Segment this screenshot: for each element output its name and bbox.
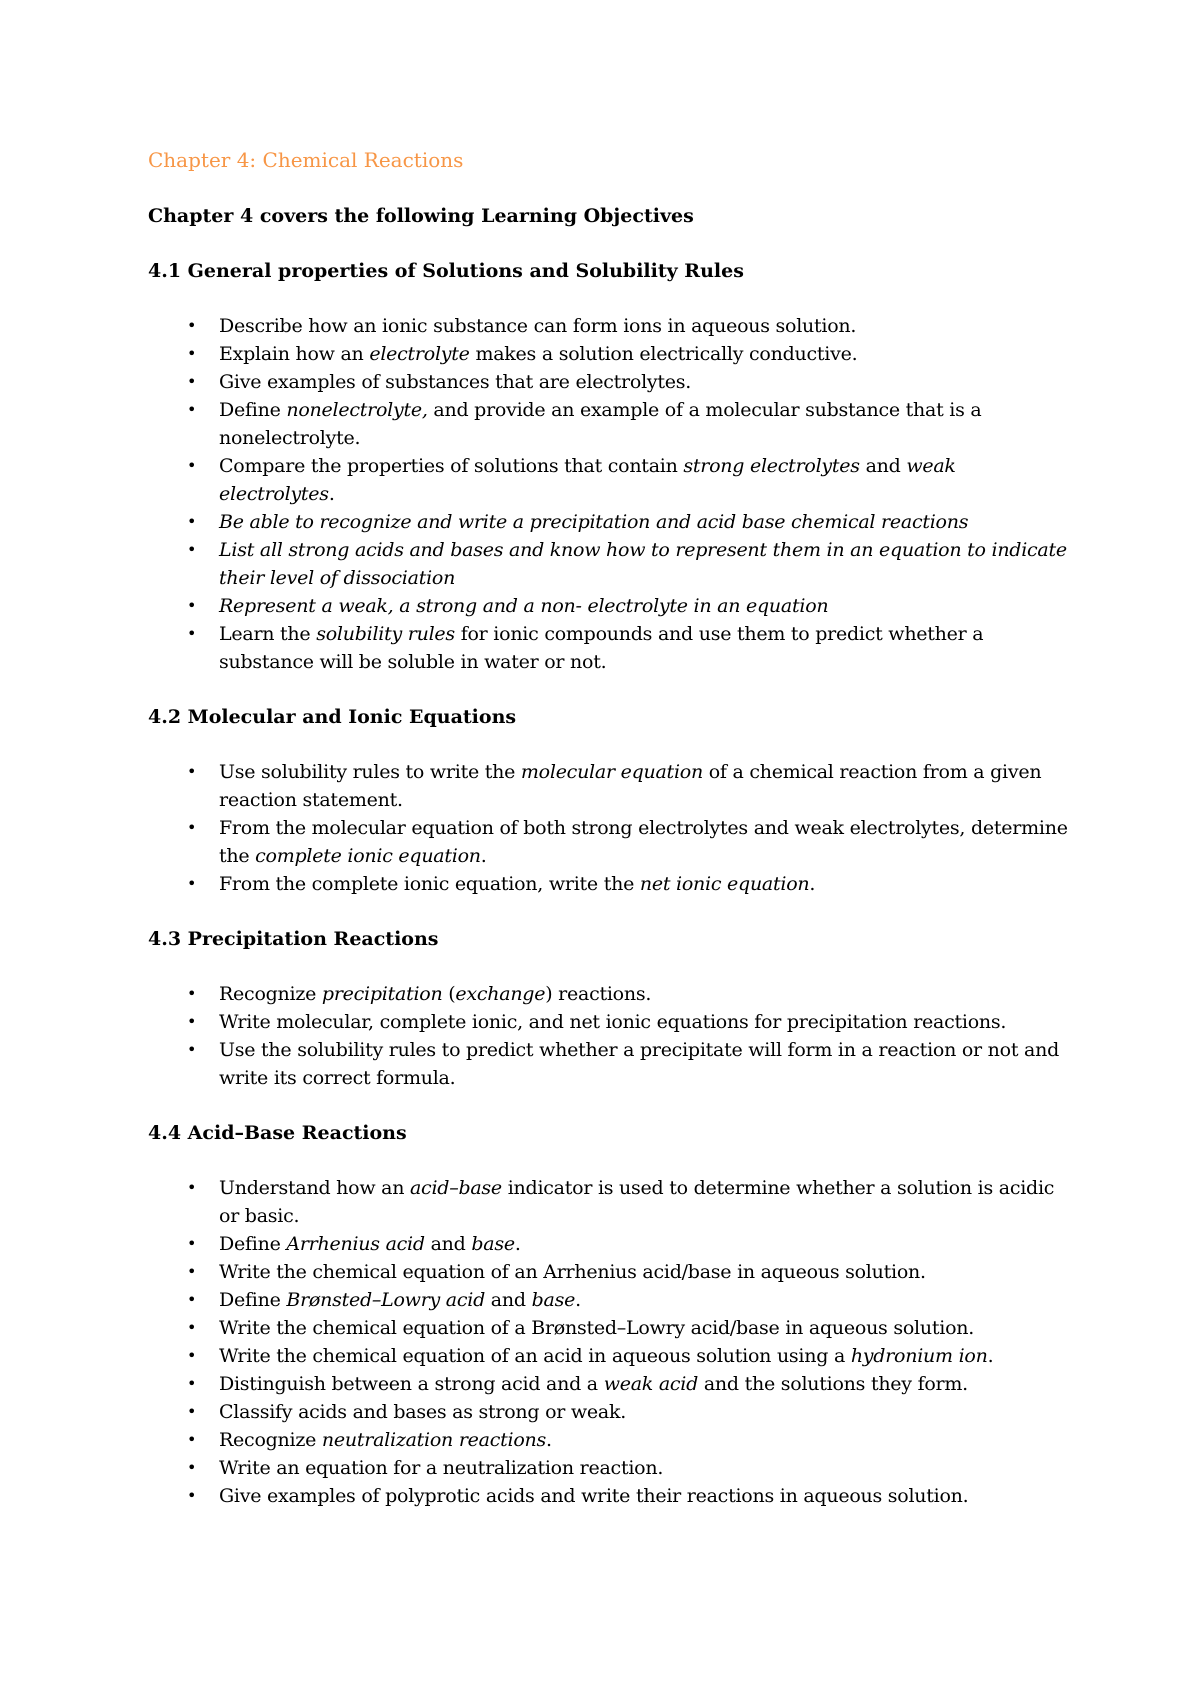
objective-item — [148, 1230, 1068, 1258]
bullet-icon: • — [187, 1012, 197, 1031]
bullet-icon: • — [187, 762, 197, 781]
objective-text: . — [514, 1233, 521, 1255]
objective-text: Write the chemical equation of a Brønsted–Lowry acid/base in aqueous solution. — [219, 1317, 975, 1339]
objective-text: Use solubility rules to write the — [219, 761, 521, 783]
emphasis-text: exchange — [455, 983, 546, 1005]
objective-text: Learn the — [219, 623, 317, 645]
objective-text: Explain how an — [219, 343, 370, 365]
bullet-icon: • — [187, 1458, 197, 1477]
objective-text: for ionic compounds and use them to predict whether a substance will be soluble in water or not. — [219, 623, 984, 673]
bullet-icon: • — [187, 512, 197, 531]
objective-text: ( — [442, 983, 456, 1005]
section-heading: 4.1 General properties of Solutions and Solubility Rules — [148, 260, 744, 282]
objective-list — [148, 980, 1068, 1092]
bullet-icon: • — [187, 1290, 197, 1309]
objective-list — [148, 1174, 1068, 1510]
objective-text: . — [480, 845, 487, 867]
bullet-icon: • — [187, 344, 197, 363]
bullet-icon: • — [187, 1346, 197, 1365]
objective-item — [148, 620, 1068, 676]
objective-text: Recognize — [219, 983, 322, 1005]
emphasis-text: Be able to recognize and write a precipitation and acid base chemical reactions — [219, 511, 969, 533]
objective-item — [148, 592, 1068, 620]
objective-item — [148, 1008, 1068, 1036]
emphasis-text: electrolyte — [369, 343, 470, 365]
emphasis-text: weak acid — [603, 1373, 699, 1395]
objective-text: ) reactions. — [545, 983, 652, 1005]
bullet-icon: • — [187, 1178, 197, 1197]
objective-item — [148, 1370, 1068, 1398]
emphasis-text: nonelectrolyte, — [286, 399, 428, 421]
objective-item — [148, 1398, 1068, 1426]
emphasis-text: strong electrolytes — [683, 455, 860, 477]
objective-text: . — [328, 483, 335, 505]
emphasis-text: complete ionic equation — [255, 845, 481, 867]
objective-text: Understand how an — [219, 1177, 410, 1199]
objective-item — [148, 980, 1068, 1008]
emphasis-text: molecular equation — [520, 761, 703, 783]
emphasis-text: precipitation — [321, 983, 443, 1005]
objective-item — [148, 1174, 1068, 1230]
objective-item — [148, 452, 1068, 508]
emphasis-text: acid–base — [409, 1177, 502, 1199]
bullet-icon: • — [187, 596, 197, 615]
objective-item — [148, 758, 1068, 814]
objective-item — [148, 1454, 1068, 1482]
objective-text: From the molecular equation of both strong electrolytes and weak electrolytes, determine the — [219, 817, 1068, 867]
objective-text: of a chemical reaction from a given reaction statement. — [219, 761, 1042, 811]
objective-item — [148, 312, 1068, 340]
objective-text: . — [575, 1289, 581, 1311]
objective-item — [148, 1258, 1068, 1286]
bullet-icon: • — [187, 1430, 197, 1449]
objective-text: Distinguish between a strong acid and a — [219, 1373, 604, 1395]
bullet-icon: • — [187, 984, 197, 1003]
objective-text: and — [485, 1289, 532, 1311]
bullet-icon: • — [187, 1234, 197, 1253]
objective-text: . — [546, 1429, 552, 1451]
section-heading: 4.4 Acid–Base Reactions — [148, 1122, 407, 1144]
section-heading: 4.2 Molecular and Ionic Equations — [148, 706, 517, 728]
bullet-icon: • — [187, 316, 197, 335]
objective-text: Recognize — [219, 1429, 322, 1451]
bullet-icon: • — [187, 818, 197, 837]
emphasis-text: base — [531, 1289, 576, 1311]
emphasis-text: Arrhenius acid — [286, 1233, 425, 1255]
objective-item — [148, 1314, 1068, 1342]
objective-item — [148, 1482, 1068, 1510]
objective-text: Write the chemical equation of an Arrhenius acid/base in aqueous solution. — [219, 1261, 926, 1283]
intro-heading: Chapter 4 covers the following Learning Objectives — [148, 205, 694, 227]
objective-text: Give examples of substances that are electrolytes. — [219, 371, 692, 393]
objective-list — [148, 758, 1068, 898]
objective-text: makes a solution electrically conductive. — [469, 343, 858, 365]
bullet-icon: • — [187, 874, 197, 893]
bullet-icon: • — [187, 372, 197, 391]
objective-item — [148, 814, 1068, 870]
section-heading: 4.3 Precipitation Reactions — [148, 928, 439, 950]
emphasis-text: base — [471, 1233, 515, 1255]
objective-item — [148, 1286, 1068, 1314]
emphasis-text: weak electrolytes — [219, 455, 956, 505]
objective-item — [148, 536, 1068, 592]
objective-text: . — [987, 1345, 994, 1367]
bullet-icon: • — [187, 1040, 197, 1059]
objective-item — [148, 368, 1068, 396]
objective-text: Describe how an ionic substance can form ions in aqueous solution. — [219, 315, 857, 337]
objective-text: Classify acids and bases as strong or weak. — [219, 1401, 627, 1423]
emphasis-text: hydronium ion — [850, 1345, 988, 1367]
bullet-icon: • — [187, 624, 197, 643]
document-body — [148, 146, 1068, 1510]
objective-text: Write molecular, complete ionic, and net ionic equations for precipitation reactions. — [219, 1011, 1007, 1033]
bullet-icon: • — [187, 1374, 197, 1393]
objective-text: Give examples of polyprotic acids and write their reactions in aqueous solution. — [219, 1485, 969, 1507]
objective-text: Use the solubility rules to predict whether a precipitate will form in a reaction or not and write its correct formula. — [219, 1039, 1059, 1089]
objective-text: and — [424, 1233, 472, 1255]
emphasis-text: Represent a weak, a strong and a non- electrolyte in an equation — [219, 595, 829, 617]
objective-text: Write the chemical equation of an acid in aqueous solution using a — [219, 1345, 851, 1367]
objective-text: Define — [219, 399, 287, 421]
bullet-icon: • — [187, 1486, 197, 1505]
emphasis-text: solubility rules — [316, 623, 455, 645]
objective-text: indicator is used to determine whether a solution is acidic or basic. — [219, 1177, 1055, 1227]
objective-item — [148, 1036, 1068, 1092]
objective-item — [148, 396, 1068, 452]
objective-text: Define — [219, 1233, 287, 1255]
objective-text: Compare the properties of solutions that contain — [219, 455, 684, 477]
bullet-icon: • — [187, 540, 197, 559]
objective-item — [148, 1426, 1068, 1454]
sections-container — [148, 257, 1068, 1510]
objective-text: and the solutions they form. — [698, 1373, 968, 1395]
emphasis-text: neutralization reactions — [321, 1429, 547, 1451]
objective-text: and — [859, 455, 907, 477]
bullet-icon: • — [187, 456, 197, 475]
bullet-icon: • — [187, 1402, 197, 1421]
bullet-icon: • — [187, 400, 197, 419]
emphasis-text: List all strong acids and bases and know how to represent them in an equation to indicate their level of dissociation — [219, 539, 1067, 589]
objective-text: Define — [219, 1289, 287, 1311]
objective-text: From the complete ionic equation, write the — [219, 873, 640, 895]
bullet-icon: • — [187, 1262, 197, 1281]
objective-text: Write an equation for a neutralization reaction. — [219, 1457, 664, 1479]
objective-item — [148, 870, 1068, 898]
objective-item — [148, 340, 1068, 368]
bullet-icon: • — [187, 1318, 197, 1337]
objective-text: . — [809, 873, 816, 895]
objective-item — [148, 508, 1068, 536]
emphasis-text: Brønsted–Lowry acid — [286, 1289, 486, 1311]
objective-text: and provide an example of a molecular substance that is a nonelectrolyte. — [219, 399, 982, 449]
chapter-title: Chapter 4: Chemical Reactions — [148, 148, 464, 172]
emphasis-text: net ionic equation — [639, 873, 810, 895]
objective-item — [148, 1342, 1068, 1370]
objective-list — [148, 312, 1068, 676]
